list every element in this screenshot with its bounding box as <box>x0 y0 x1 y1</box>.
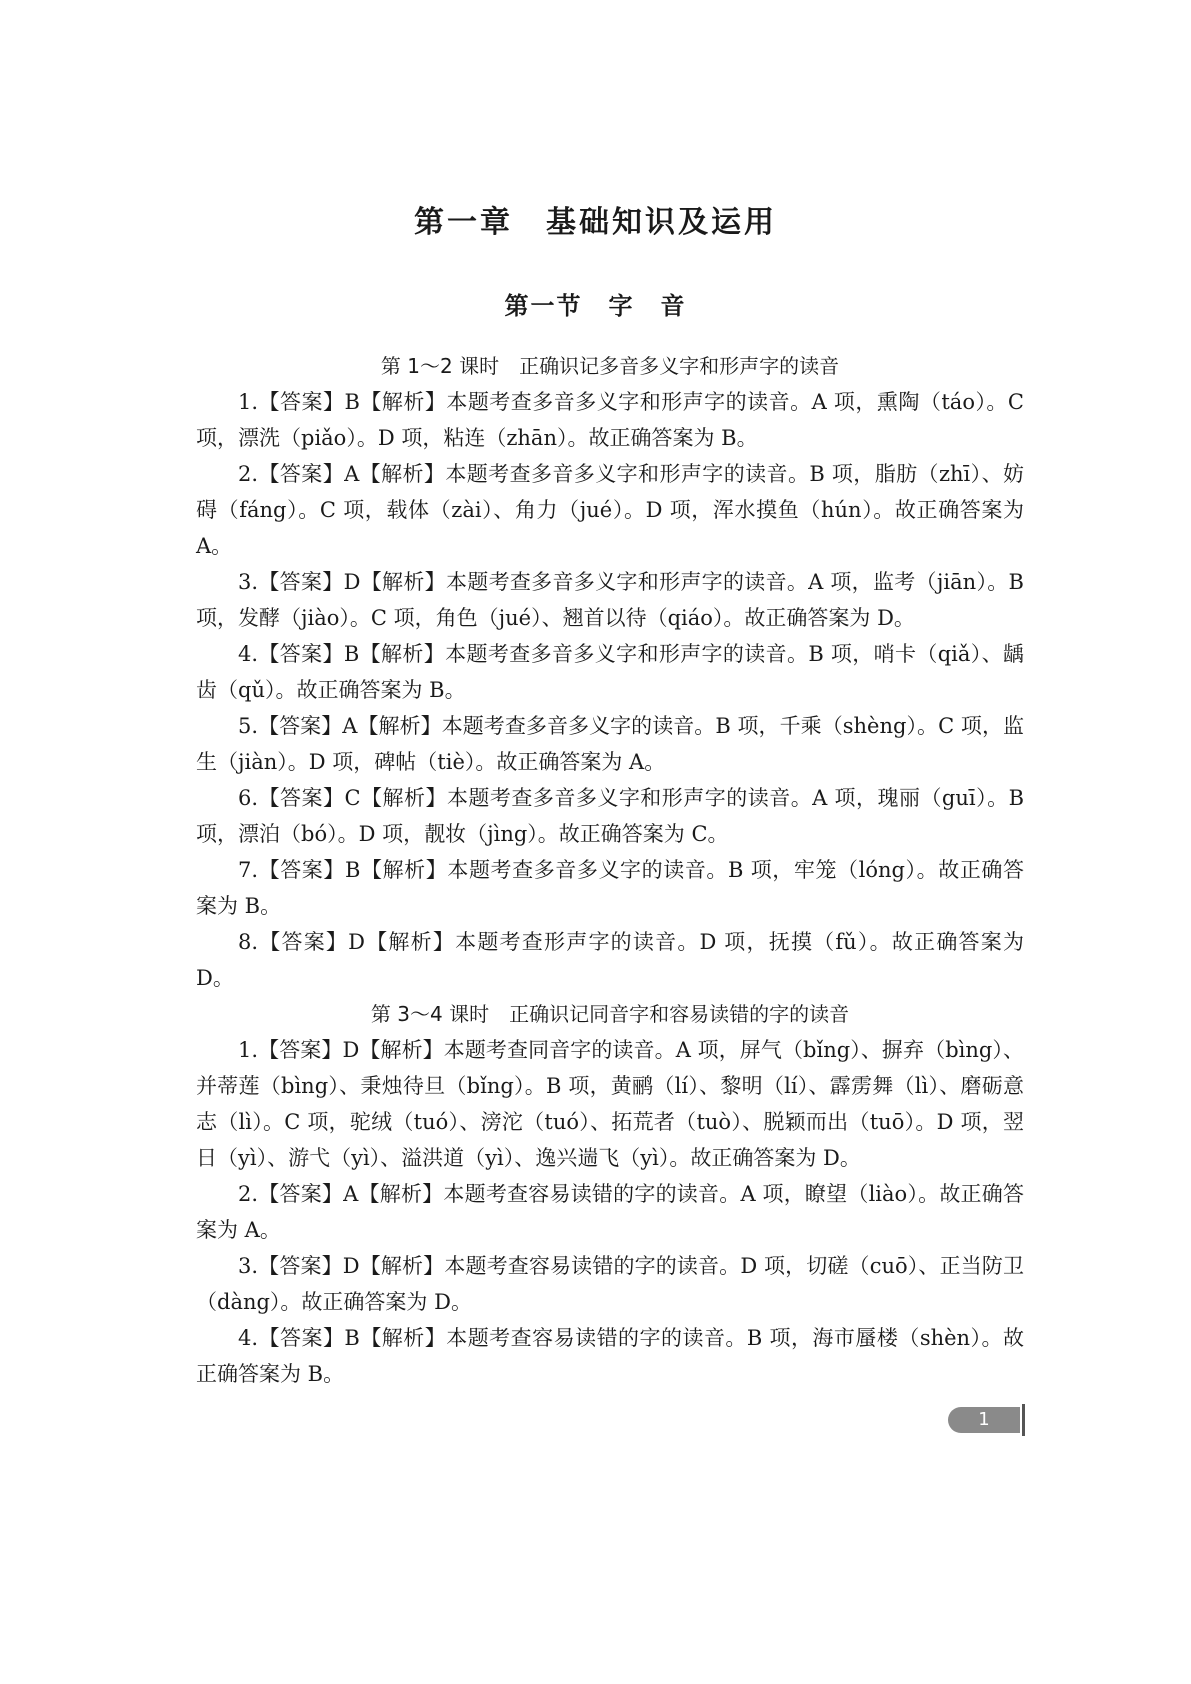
answer-item: 3.【答案】D【解析】本题考查容易读错的字的读音。D 项，切磋（cuō）、正当防卫（dàng）。故正确答案为 D。 <box>196 1254 1024 1314</box>
chapter-title: 第一章 基础知识及运用 <box>414 205 777 240</box>
lesson-title: 第 1～2 课时 正确识记多音多义字和形声字的读音 <box>380 354 840 378</box>
answer-item: 7.【答案】B【解析】本题考查多音多义字的读音。B 项，牢笼（lóng）。故正确答案为 B。 <box>196 858 1024 918</box>
page-marker-bar <box>1022 1404 1025 1436</box>
answer-item: 6.【答案】C【解析】本题考查多音多义字和形声字的读音。A 项，瑰丽（guī）。B 项，漂泊（bó）。D 项，靓妆（jìng）。故正确答案为 C。 <box>196 786 1024 846</box>
answer-item: 2.【答案】A【解析】本题考查多音多义字和形声字的读音。B 项，脂肪（zhī）、妨碍（fáng）。C 项，载体（zài）、角力（jué）。D 项，浑水摸鱼（hún）。故正确答案为 A。 <box>196 462 1024 558</box>
answer-item: 4.【答案】B【解析】本题考查容易读错的字的读音。B 项，海市蜃楼（shèn）。故正确答案为 B。 <box>196 1326 1024 1386</box>
answer-item: 5.【答案】A【解析】本题考查多音多义字的读音。B 项，千乘（shèng）。C 项，监生（jiàn）。D 项，碑帖（tiè）。故正确答案为 A。 <box>196 714 1024 774</box>
answer-item: 1.【答案】B【解析】本题考查多音多义字和形声字的读音。A 项，熏陶（táo）。C 项，漂洗（piǎo）。D 项，粘连（zhān）。故正确答案为 B。 <box>196 390 1024 450</box>
page-number: 1 <box>948 1407 1020 1433</box>
answer-item: 2.【答案】A【解析】本题考查容易读错的字的读音。A 项，瞭望（liào）。故正确答案为 A。 <box>196 1182 1024 1242</box>
answer-item: 8.【答案】D【解析】本题考查形声字的读音。D 项，抚摸（fǔ）。故正确答案为 D。 <box>196 930 1024 990</box>
answer-item: 3.【答案】D【解析】本题考查多音多义字和形声字的读音。A 项，监考（jiān）。B 项，发酵（jiào）。C 项，角色（jué）、翘首以待（qiáo）。故正确答案为 D。 <box>196 570 1024 630</box>
answer-content <box>196 348 1024 1392</box>
lesson-title: 第 3～4 课时 正确识记同音字和容易读错的字的读音 <box>370 1002 850 1026</box>
section-title: 第一节 字 音 <box>504 291 687 320</box>
answer-item: 1.【答案】D【解析】本题考查同音字的读音。A 项，屏气（bǐng）、摒弃（bìng）、并蒂莲（bìng）、秉烛待旦（bǐng）。B 项，黄鹂（lí）、黎明（lí）、霹雳舞（lì）、磨砺意志（lì）。C 项，驼绒（tuó）、滂沱（tuó）、拓荒者（tuò）、脱颖而出（tuō）。D 项，翌日（yì）、游弋（yì）、溢洪道（yì）、逸兴遄飞（yì）。故正确答案为 D。 <box>196 1038 1024 1170</box>
answer-item: 4.【答案】B【解析】本题考查多音多义字和形声字的读音。B 项，哨卡（qiǎ）、龋齿（qǔ）。故正确答案为 B。 <box>196 642 1024 702</box>
